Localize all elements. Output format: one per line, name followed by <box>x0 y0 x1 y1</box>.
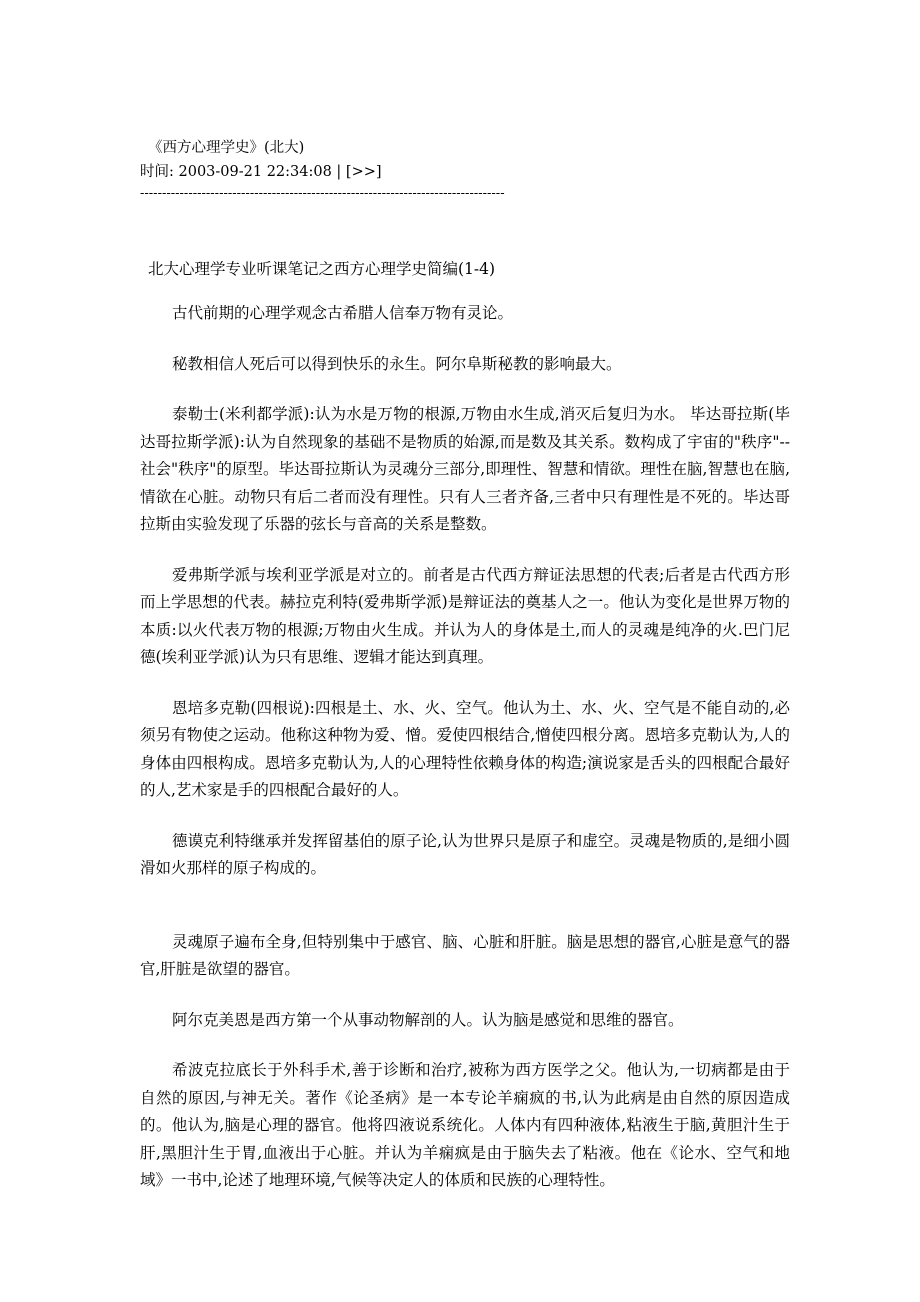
separator-line: ----------------------------------------------------------------------------------- <box>140 186 505 201</box>
paragraph: 泰勒士(米利都学派):认为水是万物的根源,万物由水生成,消灭后复归为水。 毕达哥拉斯(毕达哥拉斯学派):认为自然现象的基础不是物质的始源,而是数及其关系。数构成了宇宙的"秩序"--社会"秩序"的原型。毕达哥拉斯认为灵魂分三部分,即理性、智慧和情欲。理性在脑,智慧也在脑,情欲在心脏。动物只有后二者而没有理性。只有人三者齐备,三者中只有理性是不死的。毕达哥拉斯由实验发现了乐器的弦长与音高的关系是整数。 <box>140 405 790 533</box>
paragraph: 灵魂原子遍布全身,但特别集中于感官、脑、心脏和肝脏。脑是思想的器官,心脏是意气的器官,肝脏是欲望的器官。 <box>140 932 790 978</box>
paragraph: 希波克拉底长于外科手术,善于诊断和治疗,被称为西方医学之父。他认为,一切病都是由于自然的原因,与神无关。著作《论圣病》是一本专论羊痫疯的书,认为此病是由自然的原因造成的。他认为,脑是心理的器官。他将四液说系统化。人体内有四种液体,粘液生于脑,黄胆汁生于肝,黑胆汁生于胃,血液出于心脏。并认为羊痫疯是由于脑失去了粘液。他在《论水、空气和地域》一书中,论述了地理环境,气候等决定人的体质和民族的心理特性。 <box>140 1061 790 1189</box>
paragraph: 阿尔克美恩是西方第一个从事动物解剖的人。认为脑是感觉和思维的器官。 <box>172 1010 684 1029</box>
paragraph: 秘教相信人死后可以得到快乐的永生。阿尔阜斯秘教的影响最大。 <box>172 354 622 373</box>
article-body <box>140 256 790 1218</box>
document-header <box>140 136 800 204</box>
paragraph: 爱弗斯学派与埃利亚学派是对立的。前者是古代西方辩证法思想的代表;后者是古代西方形而上学思想的代表。赫拉克利特(爱弗斯学派)是辩证法的奠基人之一。他认为变化是世界万物的本质:以火代表万物的根源;万物由火生成。并认为人的身体是土,而人的灵魂是纯净的火.巴门尼德(埃利亚学派)认为只有思维、逻辑才能达到真理。 <box>140 565 790 666</box>
paragraph: 古代前期的心理学观念古希腊人信奉万物有灵论。 <box>172 304 514 322</box>
paragraph: 恩培多克勒(四根说):四根是土、水、火、空气。他认为土、水、火、空气是不能自动的,必须另有物使之运动。他称这种物为爱、憎。爱使四根结合,憎使四根分离。恩培多克勒认为,人的身体由四根构成。恩培多克勒认为,人的心理特性依赖身体的构造;演说家是舌头的四根配合最好的人,艺术家是手的四根配合最好的人。 <box>140 698 790 799</box>
article-heading: 北大心理学专业听课笔记之西方心理学史简编(1-4) <box>148 260 496 278</box>
timestamp-line: 时间: 2003-09-21 22:34:08 | [>>] <box>140 164 382 180</box>
paragraph: 德谟克利特继承并发挥留基伯的原子论,认为世界只是原子和虚空。灵魂是物质的,是细小圆滑如火那样的原子构成的。 <box>140 831 790 877</box>
document-title: 《西方心理学史》(北大) <box>148 140 305 156</box>
